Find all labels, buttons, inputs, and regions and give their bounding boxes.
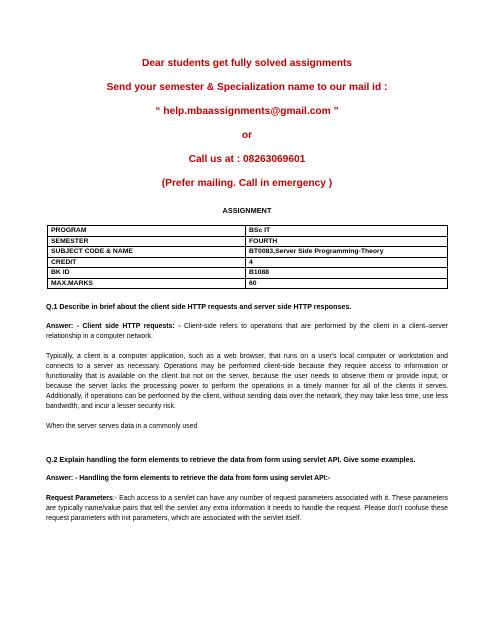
- assignment-title: ASSIGNMENT: [222, 206, 272, 215]
- table-row: [48, 257, 448, 268]
- table-value: FOURTH: [246, 236, 448, 247]
- header-line-1: Dear students get fully solved assignments: [141, 58, 353, 69]
- table-value: BT0083,Server Side Programming-Theory: [246, 247, 448, 258]
- table-value: BSc IT: [246, 226, 448, 237]
- answer-2-label: Request Parameters: [46, 495, 113, 502]
- answer-1-label: Answer: - Client side HTTP requests: -: [46, 323, 181, 330]
- contact-header: [46, 0, 448, 191]
- answer-2-heading: Answer: - Handling the form elements to retrieve the data from form using servlet API:-: [46, 475, 331, 482]
- header-email: “ help.mbaassignments@gmail.com ”: [155, 106, 339, 117]
- answer-1-paragraph-2: Typically, a client is a computer application, such as a web browser, that runs on a user's local computer or workstation and connects to a server as necessary. Operations may be performed client-side because they require access to information or functionality that is available on the client but not on the server, because the user needs to observe them or provide input, or because the server lacks the processing power to perform the operations in a timely manner for all of the clients it serves. Additionally, if operations can be performed by the client, without sending data over the network, they may take less time, use less bandwidth, and incur a lesser security risk.: [46, 353, 448, 410]
- table-key: PROGRAM: [48, 226, 246, 237]
- table-row: [48, 247, 448, 258]
- table-row: [48, 268, 448, 279]
- question-2: Q.2 Explain handling the form elements to retrieve the data from form using servlet API. Give some examples.: [46, 456, 416, 464]
- header-note: (Prefer mailing. Call in emergency ): [161, 178, 333, 189]
- table-row: [48, 236, 448, 247]
- table-row: [48, 278, 448, 289]
- answer-1-paragraph-3: When the server serves data in a commonly used: [46, 423, 198, 430]
- table-key: MAX.MARKS: [48, 278, 246, 289]
- table-value: 4: [246, 257, 448, 268]
- table-key: CREDIT: [48, 257, 246, 268]
- table-key: SEMESTER: [48, 236, 246, 247]
- table-key: SUBJECT CODE & NAME: [48, 247, 246, 258]
- table-row: [48, 226, 448, 237]
- answer-2-text: :- Each access to a servlet can have any number of request parameters associated with it. These parameters are typically name/value pairs that tell the servlet any extra information it needs to handle the request. Please don't confuse these request parameters with init parameters, which are associated with the servlet itself.: [46, 495, 448, 522]
- header-phone: Call us at : 08263069601: [188, 154, 306, 165]
- table-value: B1088: [246, 268, 448, 279]
- assignment-info-table: [47, 225, 448, 289]
- answer-1-paragraph: [46, 322, 448, 342]
- table-value: 60: [246, 278, 448, 289]
- answer-2-paragraph: [46, 494, 448, 524]
- table-key: BK ID: [48, 268, 246, 279]
- answer-1-text: Client-side refers to operations that are performed by the client in a client–server relationship in a computer network.: [46, 323, 448, 340]
- question-1: Q.1 Describe in brief about the client side HTTP requests and server side HTTP responses.: [46, 303, 352, 311]
- header-or: or: [241, 130, 253, 141]
- header-line-2: Send your semester & Specialization name to our mail id :: [106, 82, 388, 93]
